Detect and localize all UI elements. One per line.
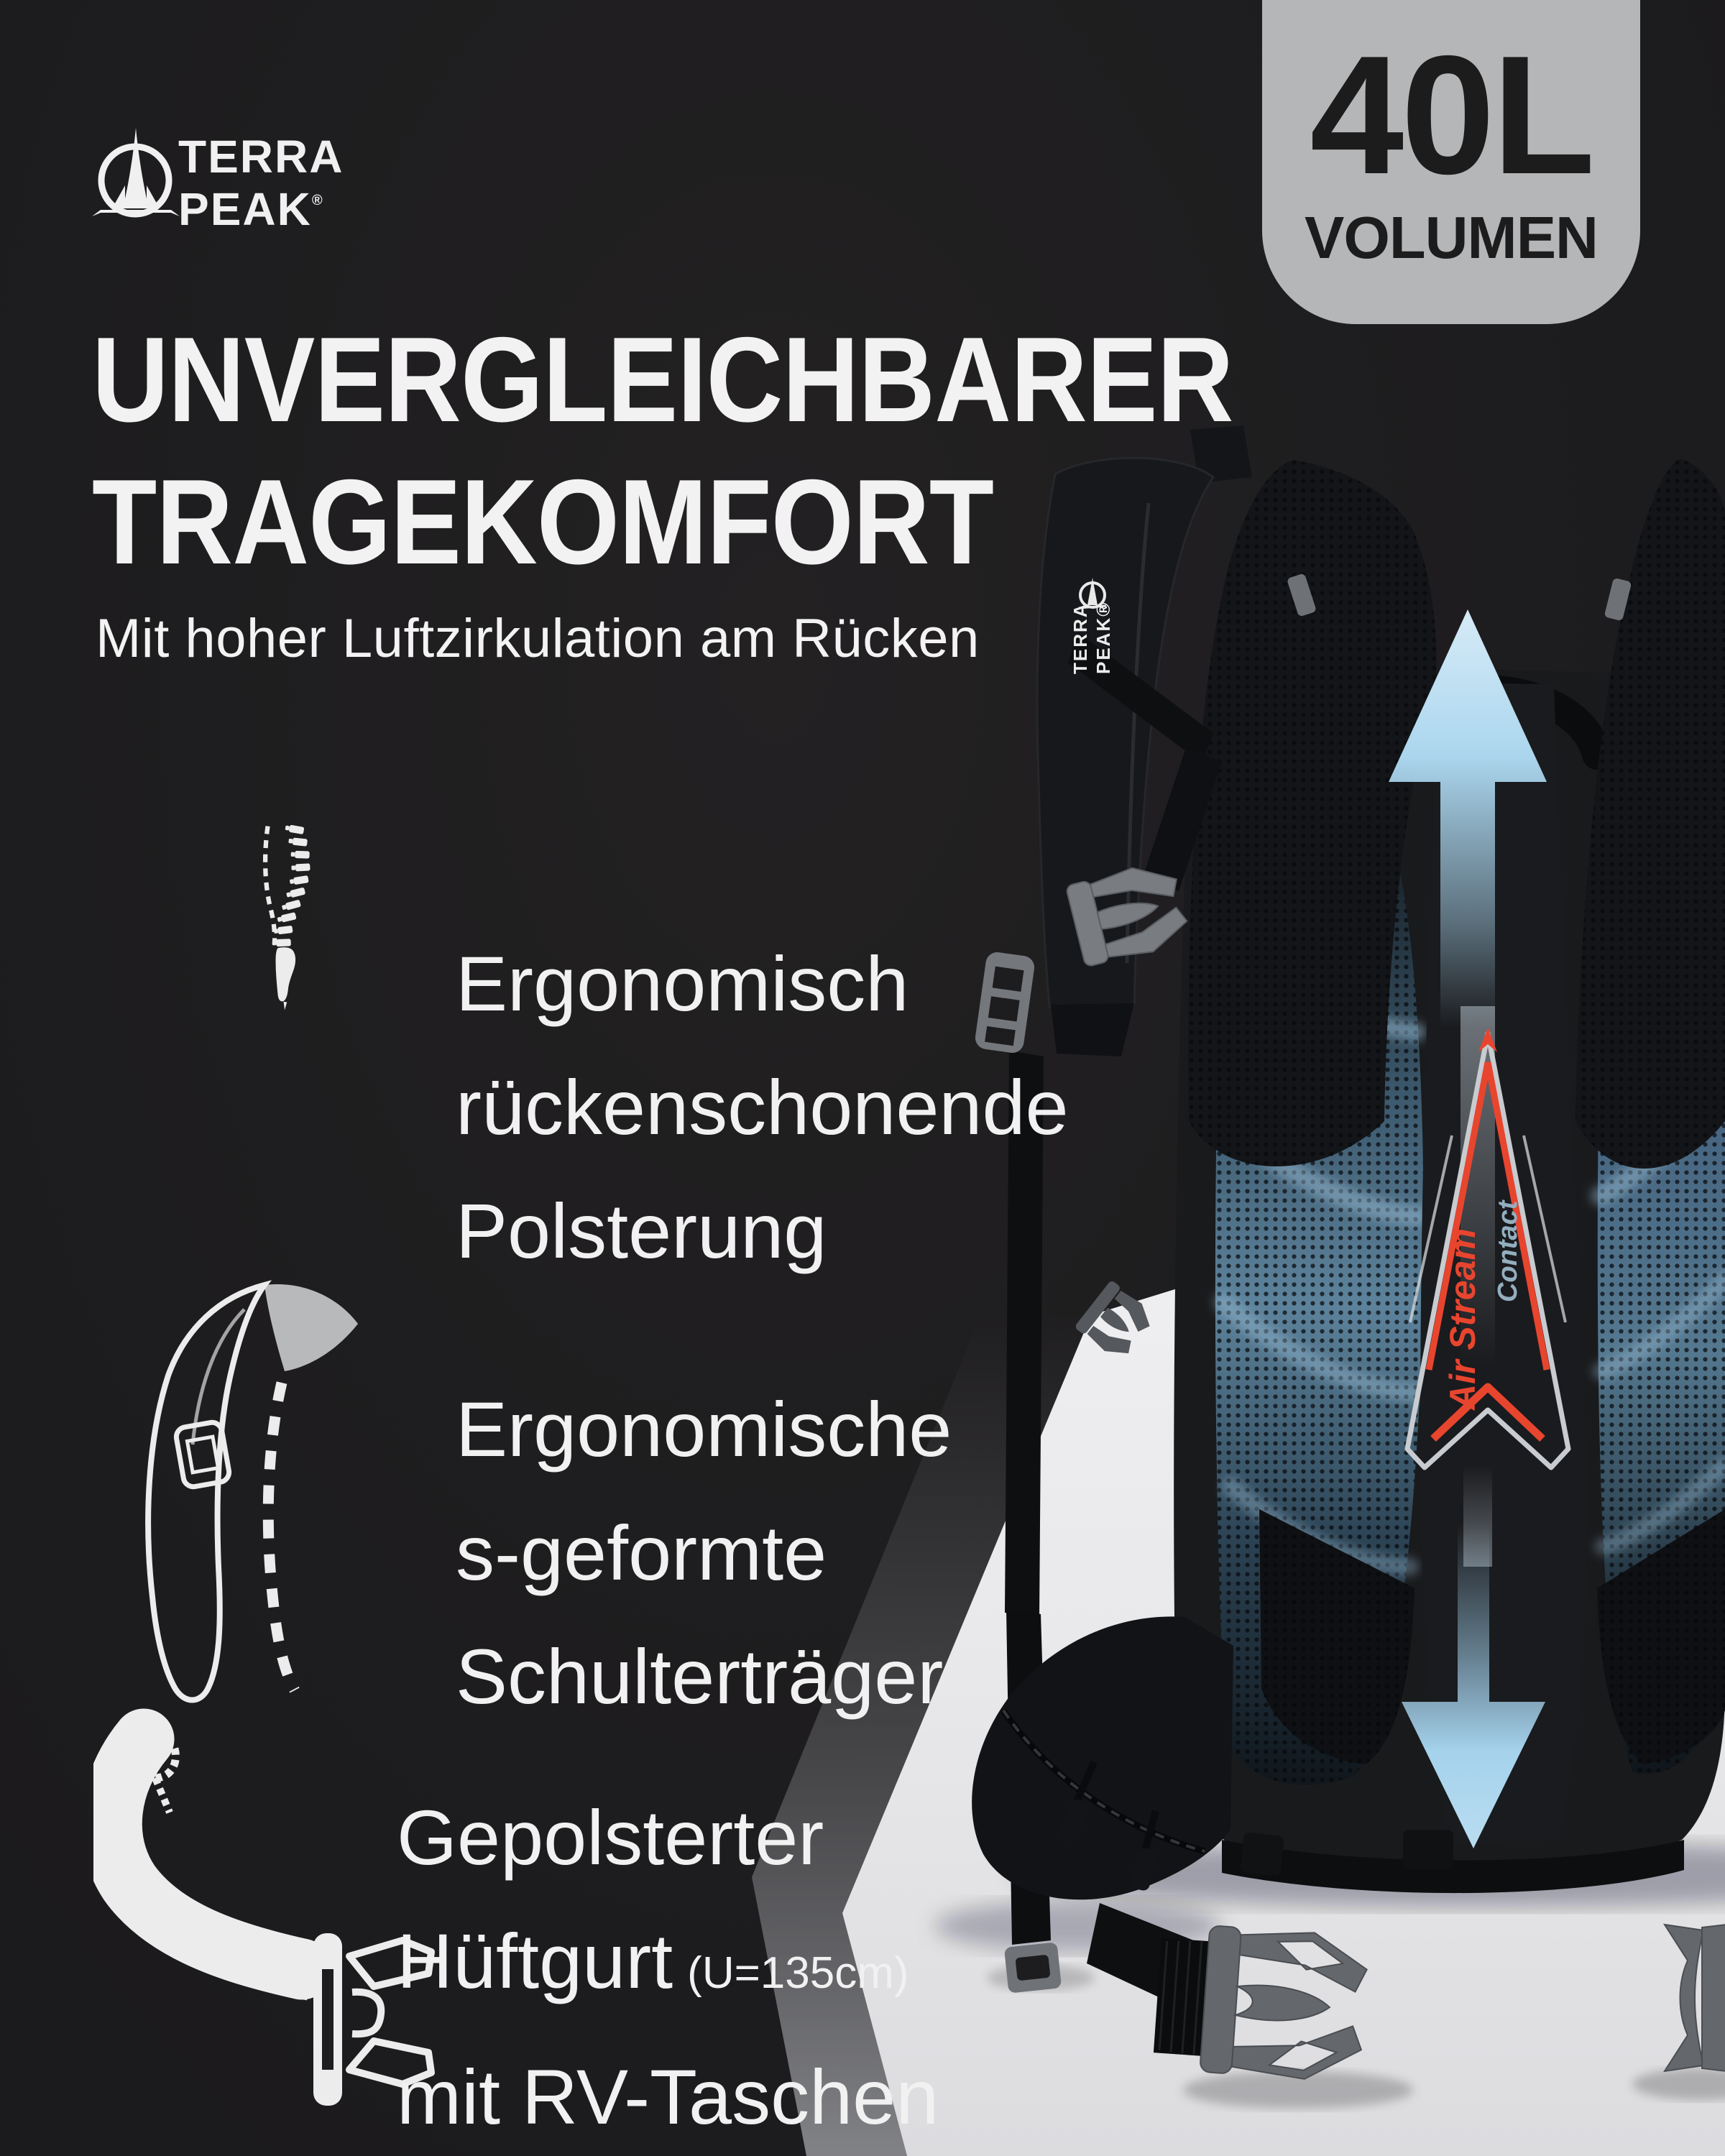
brand-word-1: TERRA [178, 131, 344, 183]
feature-hip-belt [397, 1776, 939, 2156]
feature-line: Gepolsterter [397, 1794, 824, 1881]
feature-line: Polsterung [456, 1187, 827, 1274]
feature-line: Ergonomisch [456, 940, 909, 1027]
registered-mark: ® [311, 193, 323, 208]
shoulder-strap-icon [129, 1258, 388, 1718]
backpack [972, 425, 1725, 2083]
terra-peak-logo-icon [91, 106, 184, 229]
bottom-loop-left [1240, 1832, 1284, 1876]
brand-logo [91, 106, 464, 243]
volume-badge [1262, 0, 1640, 324]
feature-line: Ergonomische [456, 1386, 952, 1473]
feature-line: Hüftgurt (U=135cm) [397, 1917, 909, 2004]
back-panel-label: Air Stream [1443, 1228, 1483, 1410]
volume-value: 40L [1310, 20, 1593, 209]
bottom-loop-center [1403, 1830, 1453, 1870]
headline-line-1: UNVERGLEICHBARER [92, 312, 1233, 447]
feature-line: mit RV-Taschen [397, 2053, 939, 2140]
feature-straps [456, 1368, 952, 1738]
feature-padding [456, 922, 1069, 1293]
volume-label: VOLUMEN [1305, 204, 1598, 271]
svg-text:TERRA: TERRA [1070, 602, 1091, 674]
feature-line: rückenschonende [456, 1064, 1069, 1151]
subtitle: Mit hoher Luftzirkulation am Rücken [96, 608, 980, 669]
svg-text:PEAK®: PEAK® [1092, 601, 1114, 674]
hip-belt-size-note: (U=135cm) [687, 1948, 909, 1998]
brand-word-2: PEAK® [178, 183, 323, 235]
brand-name [178, 131, 344, 235]
feature-line: s-geformte [456, 1509, 827, 1596]
back-panel-label-2: Contact [1493, 1200, 1523, 1302]
feature-line: Schulterträger [456, 1633, 944, 1720]
headline-line-2: TRAGEKOMFORT [92, 454, 994, 589]
